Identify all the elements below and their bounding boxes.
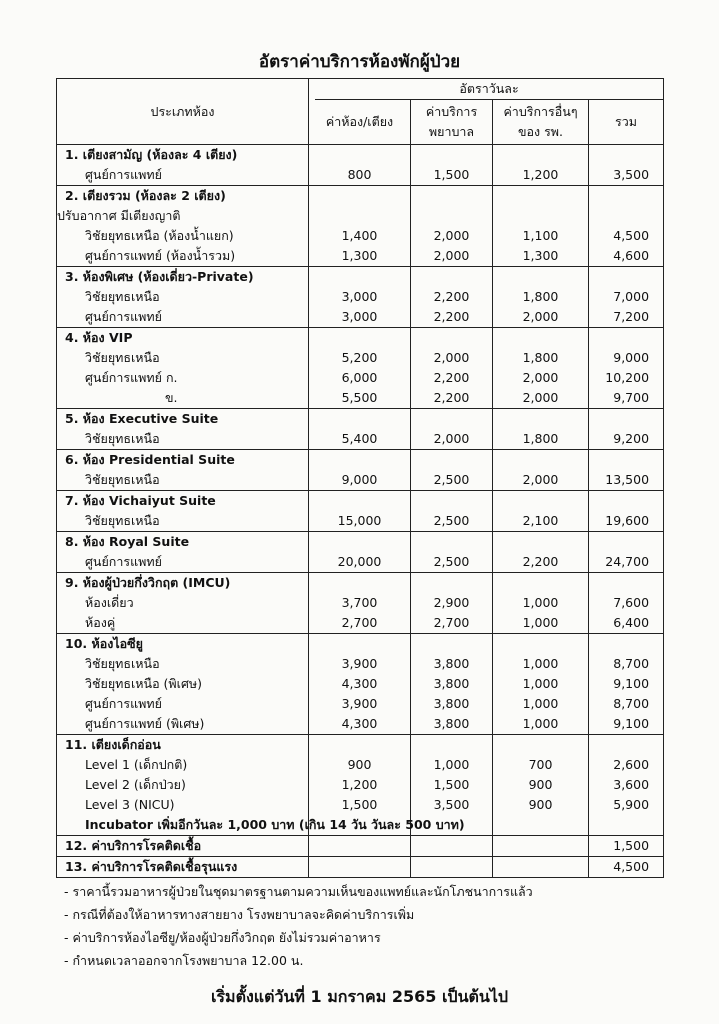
room-bed-rate: 1,500 [309,795,411,815]
empty-cell [309,409,411,430]
section-title: 7. ห้อง Vichaiyut Suite [57,491,309,512]
total-rate: 10,200 [589,368,664,388]
total-rate: 24,700 [589,552,664,573]
empty-cell [493,857,589,878]
empty-cell [309,573,411,594]
section-title: 10. ห้องไอซียู [57,634,309,655]
other-rate: 1,000 [493,613,589,634]
empty-cell [411,409,493,430]
nursing-rate: 2,000 [411,348,493,368]
table-row [57,815,664,836]
empty-cell [589,186,664,207]
other-rate: 1,000 [493,714,589,735]
notes-list [64,880,684,972]
empty-cell [411,450,493,471]
row-label: วิชัยยุทธเหนือ [57,511,309,532]
other-rate: 1,000 [493,654,589,674]
empty-cell [309,735,411,756]
total-rate [589,815,664,836]
section-title: 5. ห้อง Executive Suite [57,409,309,430]
nursing-rate: 2,200 [411,368,493,388]
nursing-rate: 2,200 [411,388,493,409]
table-row [57,552,664,573]
table-row [57,511,664,532]
table-row [57,674,664,694]
section-title: 4. ห้อง VIP [57,328,309,349]
nursing-rate: 3,800 [411,654,493,674]
room-bed-rate: 3,700 [309,593,411,613]
other-rate: 2,000 [493,470,589,491]
row-label: ศูนย์การแพทย์ [57,307,309,328]
row-label: Incubator เพิ่มอีกวันละ 1,000 บาท (เกิน 14 วัน วันละ 500 บาท) [57,815,309,836]
empty-cell [589,328,664,349]
room-bed-rate: 5,400 [309,429,411,450]
table-row [57,795,664,815]
row-label: วิชัยยุทธเหนือ (ห้องน้ำแยก) [57,226,309,246]
total-rate: 1,500 [589,836,664,857]
empty-cell [589,491,664,512]
room-bed-rate: 3,900 [309,654,411,674]
other-rate: 1,000 [493,694,589,714]
room-bed-rate: 3,000 [309,287,411,307]
room-bed-rate: 1,400 [309,226,411,246]
header-other-line1: ค่าบริการอื่นๆ [503,104,578,119]
other-rate: 1,000 [493,593,589,613]
section-header-row [57,145,664,166]
header-daily-rate: อัตราวันละ [315,79,663,100]
effective-date: เริ่มตั้งแต่วันที่ 1 มกราคม 2565 เป็นต้นไป [210,987,509,1006]
room-bed-rate [309,206,411,226]
nursing-rate: 1,000 [411,755,493,775]
row-label: Level 1 (เด็กปกติ) [57,755,309,775]
note-item: - ราคานี้รวมอาหารผู้ป่วยในชุดมาตรฐานตามความเห็นของแพทย์และนักโภชนาการแล้ว [64,884,533,899]
note-item: - ค่าบริการห้องไอซียู/ห้องผู้ป่วยกึ่งวิกฤต ยังไม่รวมค่าอาหาร [64,930,381,945]
table-row [57,755,664,775]
total-rate [589,206,664,226]
empty-cell [411,186,493,207]
total-rate: 7,200 [589,307,664,328]
section-header-row [57,267,664,288]
other-rate: 900 [493,775,589,795]
row-label: วิชัยยุทธเหนือ [57,654,309,674]
nursing-rate: 2,700 [411,613,493,634]
other-rate: 2,000 [493,368,589,388]
section-title: 8. ห้อง Royal Suite [57,532,309,553]
header-room-type: ประเภทห้อง [57,79,309,145]
row-label: วิชัยยุทธเหนือ [57,348,309,368]
empty-cell [309,857,411,878]
table-row [57,348,664,368]
total-rate: 19,600 [589,511,664,532]
empty-cell [309,532,411,553]
section-title: 1. เตียงสามัญ (ห้องละ 4 เตียง) [57,145,309,166]
empty-cell [493,450,589,471]
empty-cell [411,328,493,349]
other-rate: 2,000 [493,388,589,409]
other-rate: 1,800 [493,429,589,450]
table-row [57,307,664,328]
other-rate: 2,000 [493,307,589,328]
empty-cell [589,735,664,756]
table-row [57,429,664,450]
section-header-row [57,450,664,471]
section-header-row [57,491,664,512]
row-label: Level 3 (NICU) [57,795,309,815]
nursing-rate [411,206,493,226]
empty-cell [309,634,411,655]
empty-cell [493,573,589,594]
room-bed-rate: 1,300 [309,246,411,267]
document-title: อัตราค่าบริการห้องพักผู้ป่วย [258,52,461,72]
empty-cell [309,836,411,857]
section-title: 2. เตียงรวม (ห้องละ 2 เตียง) [57,186,309,207]
empty-cell [309,186,411,207]
section-title: 3. ห้องพิเศษ (ห้องเดี่ยว-Private) [57,267,309,288]
total-rate: 4,500 [589,226,664,246]
row-label: วิชัยยุทธเหนือ [57,470,309,491]
table-row [57,246,664,267]
header-nursing-line1: ค่าบริการ [425,104,478,119]
total-rate: 3,600 [589,775,664,795]
row-label: ศูนย์การแพทย์ (ห้องน้ำรวม) [57,246,309,267]
header-room-bed: ค่าห้อง/เตียง [309,100,411,145]
empty-cell [493,634,589,655]
other-rate: 900 [493,795,589,815]
row-label: ข. [57,388,309,409]
section-header-row [57,409,664,430]
table-row [57,654,664,674]
extra-fee-row [57,857,664,878]
empty-cell [411,573,493,594]
total-rate: 13,500 [589,470,664,491]
empty-cell [493,491,589,512]
row-label: Level 2 (เด็กป่วย) [57,775,309,795]
row-label: ศูนย์การแพทย์ [57,694,309,714]
room-bed-rate: 6,000 [309,368,411,388]
room-bed-rate: 2,700 [309,613,411,634]
other-rate: 700 [493,755,589,775]
total-rate: 8,700 [589,694,664,714]
table-row [57,287,664,307]
total-rate: 9,700 [589,388,664,409]
nursing-rate: 1,500 [411,165,493,186]
other-rate: 1,200 [493,165,589,186]
total-rate: 5,900 [589,795,664,815]
section-title: 9. ห้องผู้ป่วยกึ่งวิกฤต (IMCU) [57,573,309,594]
other-rate [493,206,589,226]
header-nursing [411,100,493,145]
empty-cell [493,186,589,207]
other-rate: 1,100 [493,226,589,246]
room-bed-rate: 4,300 [309,674,411,694]
nursing-rate: 3,800 [411,694,493,714]
empty-cell [493,267,589,288]
empty-cell [411,634,493,655]
empty-cell [309,491,411,512]
room-bed-rate: 20,000 [309,552,411,573]
total-rate: 9,100 [589,674,664,694]
note-item: - กำหนดเวลาออกจากโรงพยาบาล 12.00 น. [64,953,304,968]
room-bed-rate: 3,900 [309,694,411,714]
total-rate: 4,500 [589,857,664,878]
header-other-line2: ของ รพ. [517,124,564,139]
total-rate: 6,400 [589,613,664,634]
total-rate: 7,000 [589,287,664,307]
empty-cell [589,409,664,430]
section-header-row [57,328,664,349]
rates-table [56,78,664,878]
table-row [57,775,664,795]
row-label: วิชัยยุทธเหนือ (พิเศษ) [57,674,309,694]
row-label: ศูนย์การแพทย์ ก. [57,368,309,388]
other-rate: 1,300 [493,246,589,267]
nursing-rate: 2,500 [411,552,493,573]
room-bed-rate: 3,000 [309,307,411,328]
total-rate: 4,600 [589,246,664,267]
row-label: ห้องคู่ [57,613,309,634]
empty-cell [589,145,664,166]
table-row [57,226,664,246]
empty-cell [589,532,664,553]
room-bed-rate: 1,200 [309,775,411,795]
total-rate: 3,500 [589,165,664,186]
other-rate: 1,800 [493,287,589,307]
empty-cell [411,532,493,553]
total-rate: 9,200 [589,429,664,450]
room-bed-rate: 800 [309,165,411,186]
nursing-rate: 2,500 [411,470,493,491]
total-rate: 9,100 [589,714,664,735]
table-row [57,388,664,409]
section-header-row [57,186,664,207]
nursing-rate: 2,000 [411,429,493,450]
empty-cell [411,267,493,288]
room-bed-rate: 9,000 [309,470,411,491]
table-row [57,694,664,714]
nursing-rate: 3,500 [411,795,493,815]
room-bed-rate: 5,200 [309,348,411,368]
row-label: ห้องเดี่ยว [57,593,309,613]
empty-cell [411,836,493,857]
table-row [57,165,664,186]
empty-cell [589,573,664,594]
total-rate: 7,600 [589,593,664,613]
section-header-row [57,573,664,594]
other-rate: 1,800 [493,348,589,368]
empty-cell [309,328,411,349]
header-other [493,100,589,145]
empty-cell [309,145,411,166]
row-label: ศูนย์การแพทย์ [57,165,309,186]
empty-cell [493,532,589,553]
header-total: รวม [589,100,664,145]
total-rate: 8,700 [589,654,664,674]
row-label: ปรับอากาศ มีเตียงญาติ [57,206,309,226]
nursing-rate: 2,000 [411,246,493,267]
total-rate: 9,000 [589,348,664,368]
empty-cell [309,267,411,288]
nursing-rate: 3,800 [411,714,493,735]
section-header-row [57,532,664,553]
nursing-rate: 1,500 [411,775,493,795]
other-rate [493,815,589,836]
table-row [57,613,664,634]
nursing-rate: 2,500 [411,511,493,532]
extra-fee-row [57,836,664,857]
section-title: 13. ค่าบริการโรคติดเชื้อรุนแรง [57,857,309,878]
empty-cell [493,409,589,430]
note-item: - กรณีที่ต้องให้อาหารทางสายยาง โรงพยาบาลจะคิดค่าบริการเพิ่ม [64,907,415,922]
nursing-rate: 2,200 [411,307,493,328]
row-label: ศูนย์การแพทย์ (พิเศษ) [57,714,309,735]
total-rate: 2,600 [589,755,664,775]
rates-body [57,145,664,878]
section-header-row [57,634,664,655]
empty-cell [493,328,589,349]
section-title: 12. ค่าบริการโรคติดเชื้อ [57,836,309,857]
table-row [57,368,664,388]
room-bed-rate: 900 [309,755,411,775]
nursing-rate: 3,800 [411,674,493,694]
row-label: วิชัยยุทธเหนือ [57,429,309,450]
other-rate: 1,000 [493,674,589,694]
empty-cell [411,857,493,878]
section-title: 6. ห้อง Presidential Suite [57,450,309,471]
table-row [57,714,664,735]
empty-cell [309,450,411,471]
table-row [57,593,664,613]
room-bed-rate: 4,300 [309,714,411,735]
nursing-rate: 2,200 [411,287,493,307]
nursing-rate: 2,900 [411,593,493,613]
table-row [57,206,664,226]
section-title: 11. เตียงเด็กอ่อน [57,735,309,756]
other-rate: 2,200 [493,552,589,573]
table-row [57,470,664,491]
empty-cell [411,491,493,512]
room-bed-rate: 15,000 [309,511,411,532]
empty-cell [589,634,664,655]
row-label: วิชัยยุทธเหนือ [57,287,309,307]
empty-cell [411,145,493,166]
nursing-rate: 2,000 [411,226,493,246]
empty-cell [411,735,493,756]
empty-cell [493,145,589,166]
empty-cell [589,267,664,288]
other-rate: 2,100 [493,511,589,532]
header-nursing-line2: พยาบาล [428,124,475,139]
room-bed-rate: 5,500 [309,388,411,409]
empty-cell [493,735,589,756]
empty-cell [589,450,664,471]
section-header-row [57,735,664,756]
empty-cell [493,836,589,857]
row-label: ศูนย์การแพทย์ [57,552,309,573]
